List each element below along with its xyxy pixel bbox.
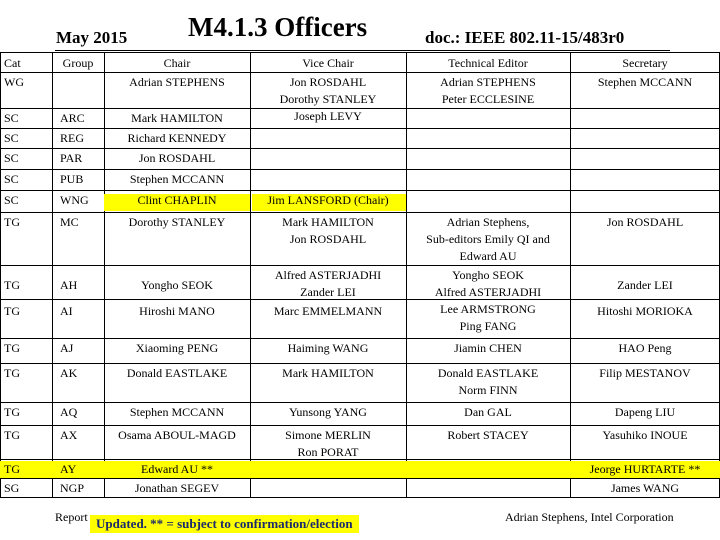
cell-group: AJ — [60, 341, 74, 355]
cell-cat: TG — [4, 278, 20, 292]
cell-group: MC — [60, 215, 79, 229]
cell-editor: Yongho SEOK Alfred ASTERJADHI — [434, 268, 542, 299]
cell-group: AQ — [60, 405, 78, 419]
cell-cat: TG — [4, 341, 20, 355]
col-header-chair: Chair — [163, 56, 191, 70]
cell-chair: Clint CHAPLIN — [137, 193, 217, 207]
cell-group: AY — [60, 462, 77, 476]
cell-chair: Osama ABOUL-MAGD — [118, 428, 236, 442]
cell-secretary: Jeorge HURTARTE ** — [589, 462, 701, 476]
cell-group: NGP — [60, 481, 85, 495]
cell-editor: Adrian Stephens, Sub-editors Emily QI and Edward AU — [426, 215, 550, 263]
cell-cat: SC — [4, 111, 19, 125]
cell-chair: Jonathan SEGEV — [134, 481, 220, 495]
cell-group: REG — [60, 131, 84, 145]
cell-chair: Donald EASTLAKE — [126, 366, 228, 380]
cell-secretary: Jon ROSDAHL — [606, 215, 684, 229]
cell-editor: Donald EASTLAKE Norm FINN — [437, 366, 539, 397]
cell-secretary: Filip MESTANOV — [599, 366, 691, 380]
cell-cat: WG — [4, 75, 24, 89]
cell-chair: Stephen MCCANN — [129, 405, 225, 419]
footer-report: Report — [55, 510, 88, 524]
cell-editor: Lee ARMSTRONG Ping FANG — [440, 302, 536, 333]
cell-cat: SC — [4, 131, 19, 145]
cell-cat: SC — [4, 172, 19, 186]
cell-vice: Alfred ASTERJADHI Zander LEI — [274, 268, 382, 299]
cell-secretary: Hitoshi MORIOKA — [597, 304, 693, 318]
cell-group: AK — [60, 366, 78, 380]
cell-chair: Mark HAMILTON — [131, 111, 223, 125]
cell-secretary: HAO Peng — [618, 341, 672, 355]
document-id: doc.: IEEE 802.11-15/483r0 — [425, 28, 625, 47]
cell-chair: Stephen MCCANN — [129, 172, 225, 186]
cell-chair: Dorothy STANLEY — [128, 215, 226, 229]
col-header-vice-chair: Vice Chair — [302, 56, 354, 70]
cell-cat: SG — [4, 481, 20, 495]
col-header-cat: Cat — [4, 56, 21, 70]
cell-secretary: James WANG — [610, 481, 680, 495]
cell-cat: TG — [4, 462, 20, 476]
cell-chair: Richard KENNEDY — [127, 131, 227, 145]
cell-group: AX — [60, 428, 78, 442]
col-header-group: Group — [62, 56, 94, 70]
cell-cat: TG — [4, 405, 20, 419]
cell-chair: Xiaoming PENG — [135, 341, 219, 355]
cell-cat: TG — [4, 366, 20, 380]
cell-vice: Haiming WANG — [287, 341, 369, 355]
cell-secretary: Stephen MCCANN — [597, 75, 693, 89]
cell-editor: Dan GAL — [464, 405, 512, 419]
cell-vice: Jon ROSDAHL Dorothy STANLEY Joseph LEVY — [279, 75, 377, 123]
col-header-technical-editor: Technical Editor — [448, 56, 528, 70]
cell-group: AH — [60, 278, 78, 292]
cell-chair: Yongho SEOK — [141, 278, 213, 292]
cell-group: AI — [60, 304, 73, 318]
cell-cat: TG — [4, 215, 20, 229]
footer-author: Adrian Stephens, Intel Corporation — [505, 510, 674, 524]
cell-vice: Marc EMMELMANN — [273, 304, 383, 318]
col-header-secretary: Secretary — [622, 56, 668, 70]
cell-cat: SC — [4, 151, 19, 165]
cell-vice: Jim LANSFORD (Chair) — [267, 193, 389, 207]
cell-cat: SC — [4, 193, 19, 207]
cell-chair: Adrian STEPHENS — [129, 75, 225, 89]
cell-editor: Robert STACEY — [447, 428, 529, 442]
cell-editor: Jiamin CHEN — [454, 341, 522, 355]
cell-cat: TG — [4, 304, 20, 318]
cell-chair: Hiroshi MANO — [139, 304, 215, 318]
cell-cat: TG — [4, 428, 20, 442]
cell-group: PUB — [60, 172, 84, 186]
cell-group: PAR — [60, 151, 83, 165]
update-note: Updated. ** = subject to confirmation/election — [90, 515, 359, 533]
cell-vice: Mark HAMILTON — [282, 366, 374, 380]
cell-secretary: Yasuhiko INOUE — [602, 428, 688, 442]
header-date: May 2015 — [56, 28, 128, 47]
cell-secretary: Dapeng LIU — [614, 405, 676, 419]
cell-chair: Jon ROSDAHL — [138, 151, 216, 165]
cell-vice: Mark HAMILTON Jon ROSDAHL — [282, 215, 374, 246]
cell-vice: Simone MERLIN Ron PORAT — [285, 428, 371, 459]
cell-chair: Edward AU ** — [141, 462, 213, 476]
cell-secretary: Zander LEI — [617, 278, 673, 292]
page-title: M4.1.3 Officers — [188, 12, 368, 42]
cell-vice: Yunsong YANG — [289, 405, 367, 419]
cell-editor: Adrian STEPHENS Peter ECCLESINE — [440, 75, 536, 106]
cell-group: ARC — [60, 111, 85, 125]
cell-group: WNG — [60, 193, 89, 207]
